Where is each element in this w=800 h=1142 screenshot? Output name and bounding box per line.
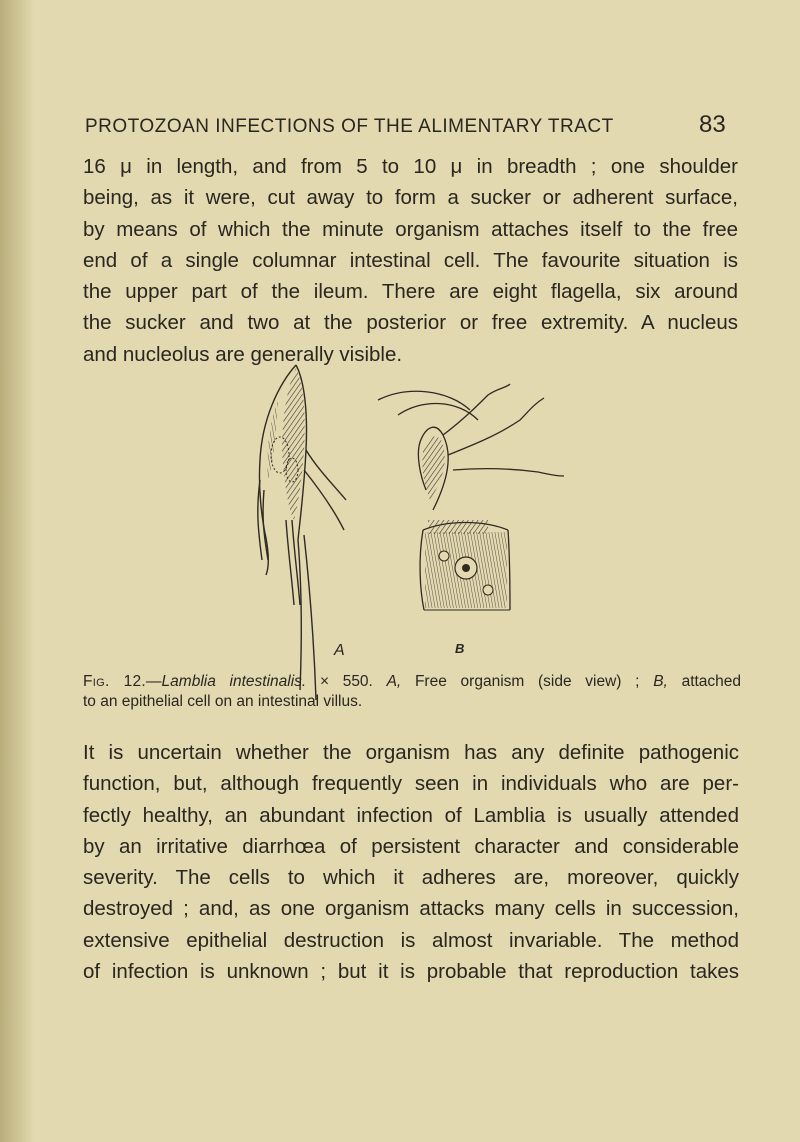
figure-caption [83, 672, 741, 711]
caption-text-b: attached [681, 673, 742, 690]
running-head [0, 111, 800, 144]
organism-b-shading [422, 436, 507, 608]
figure-label-b: B [455, 641, 465, 656]
caption-label-b: B, [653, 673, 668, 690]
text-line: by means of which the minute organism attaches itself to the free [83, 217, 738, 241]
text-line: 16 μ in length, and from 5 to 10 μ in breadth ; one shoulder [83, 155, 738, 178]
species-name: Lamblia intestinalis. [161, 673, 307, 690]
figure-number: Fig. 12. [83, 673, 147, 690]
caption-line-2: to an epithelial cell on an intestinal villus. [83, 692, 363, 710]
page-edge-shadow [0, 0, 34, 1142]
text-line: and nucleolus are generally visible. [83, 342, 403, 366]
body-paragraph-2 [83, 737, 739, 987]
text-line: fectly healthy, an abundant infection of Lamblia is usually attended [83, 803, 739, 827]
text-line: end of a single columnar intestinal cell. The favourite situation is [83, 248, 738, 272]
text-line: of infection is unknown ; but it is probable that reproduction takes [83, 960, 739, 984]
text-line: destroyed ; and, as one organism attacks many cells in succession, [83, 897, 739, 921]
magnification: × 550. [319, 673, 373, 690]
text-line: function, but, although frequently seen in individuals who are per- [83, 772, 739, 796]
lamblia-figure [248, 360, 588, 710]
caption-text-a: Free organism (side view) ; [414, 673, 640, 690]
caption-line-1 [83, 672, 741, 692]
organism-a-shading [267, 368, 304, 520]
caption-dash: — [146, 673, 162, 690]
text-line: the upper part of the ileum. There are eight flagella, six around [83, 280, 738, 304]
body-paragraph-1 [83, 151, 738, 370]
figure-label-a: A [334, 642, 345, 659]
page-number: 83 [699, 111, 726, 138]
text-line: It is uncertain whether the organism has any definite pathogenic [83, 741, 739, 764]
text-line: severity. The cells to which it adheres are, moreover, quickly [83, 866, 739, 890]
text-line: extensive epithelial destruction is almost invariable. The method [83, 928, 739, 952]
text-line: the sucker and two at the posterior or free extremity. A nucleus [83, 311, 738, 335]
text-line: by an irritative diarrhœa of persistent character and considerable [83, 834, 739, 858]
text-line: being, as it were, cut away to form a sucker or adherent surface, [83, 186, 738, 210]
running-title: PROTOZOAN INFECTIONS OF THE ALIMENTARY TRACT [85, 116, 614, 137]
caption-label-a: A, [386, 673, 402, 690]
